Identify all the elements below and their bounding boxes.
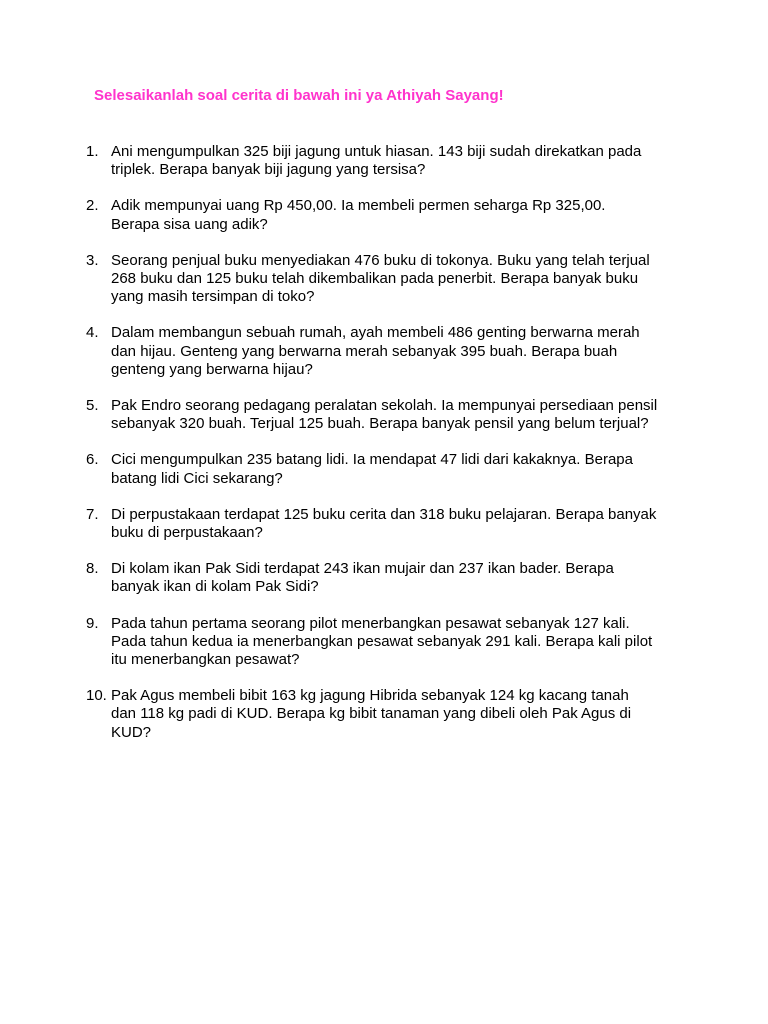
question-number: 7. bbox=[86, 505, 99, 523]
question-number: 1. bbox=[86, 143, 99, 160]
question-item bbox=[78, 615, 698, 670]
question-number: 10. bbox=[86, 687, 107, 705]
question-item bbox=[78, 324, 698, 379]
question-text-line: triplek. Berapa banyak biji jagung yang tersisa? bbox=[111, 161, 426, 179]
page-heading: Selesaikanlah soal cerita di bawah ini ya Athiyah Sayang! bbox=[94, 87, 504, 104]
question-text-line: Di perpustakaan terdapat 125 buku cerita dan 318 buku pelajaran. Berapa banyak bbox=[111, 505, 657, 523]
question-text-line: 268 buku dan 125 buku telah dikembalikan pada penerbit. Berapa banyak buku bbox=[111, 270, 639, 288]
question-text-line: Di kolam ikan Pak Sidi terdapat 243 ikan mujair dan 237 ikan bader. Berapa bbox=[111, 560, 614, 578]
question-text-line: Berapa sisa uang adik? bbox=[111, 215, 268, 233]
question-text-line: batang lidi Cici sekarang? bbox=[111, 469, 283, 487]
question-text-line: Pada tahun kedua ia menerbangkan pesawat sebanyak 291 kali. Berapa kali pilot bbox=[111, 632, 653, 650]
question-item bbox=[78, 560, 698, 596]
question-number: 4. bbox=[86, 324, 99, 342]
question-text-line: Dalam membangun sebuah rumah, ayah membeli 486 genting berwarna merah bbox=[111, 324, 640, 342]
question-item bbox=[78, 397, 698, 433]
question-number: 6. bbox=[86, 451, 99, 469]
question-item bbox=[78, 197, 698, 233]
question-item bbox=[78, 451, 698, 487]
question-text-line: Pada tahun pertama seorang pilot menerbangkan pesawat sebanyak 127 kali. bbox=[111, 614, 630, 632]
question-text-line: KUD? bbox=[111, 723, 152, 741]
question-text-line: Ani mengumpulkan 325 biji jagung untuk hiasan. 143 biji sudah direkatkan pada bbox=[111, 143, 642, 160]
question-text-line: genteng yang berwarna hijau? bbox=[111, 360, 313, 378]
question-number: 3. bbox=[86, 251, 99, 269]
question-text-line: itu menerbangkan pesawat? bbox=[111, 651, 300, 669]
question-list bbox=[78, 143, 698, 760]
question-number: 5. bbox=[86, 397, 99, 415]
question-text-line: sebanyak 320 buah. Terjual 125 buah. Berapa banyak pensil yang belum terjual? bbox=[111, 415, 649, 433]
question-text-line: yang masih tersimpan di toko? bbox=[111, 288, 315, 306]
question-text-line: Adik mempunyai uang Rp 450,00. Ia membeli permen seharga Rp 325,00. bbox=[111, 197, 606, 215]
question-text-line: Cici mengumpulkan 235 batang lidi. Ia mendapat 47 lidi dari kakaknya. Berapa bbox=[111, 451, 633, 469]
question-item bbox=[78, 143, 698, 179]
question-text-line: buku di perpustakaan? bbox=[111, 524, 263, 542]
question-number: 2. bbox=[86, 197, 99, 215]
question-item bbox=[78, 687, 698, 742]
question-number: 8. bbox=[86, 560, 99, 578]
question-text-line: Seorang penjual buku menyediakan 476 buku di tokonya. Buku yang telah terjual bbox=[111, 251, 650, 269]
question-text-line: banyak ikan di kolam Pak Sidi? bbox=[111, 578, 319, 596]
question-text-line: dan 118 kg padi di KUD. Berapa kg bibit tanaman yang dibeli oleh Pak Agus di bbox=[111, 705, 632, 723]
question-number: 9. bbox=[86, 614, 99, 632]
question-item bbox=[78, 506, 698, 542]
question-text-line: dan hijau. Genteng yang berwarna merah sebanyak 395 buah. Berapa buah bbox=[111, 342, 618, 360]
question-text-line: Pak Agus membeli bibit 163 kg jagung Hibrida sebanyak 124 kg kacang tanah bbox=[111, 687, 629, 705]
question-item bbox=[78, 252, 698, 307]
question-text-line: Pak Endro seorang pedagang peralatan sekolah. Ia mempunyai persediaan pensil bbox=[111, 397, 658, 415]
